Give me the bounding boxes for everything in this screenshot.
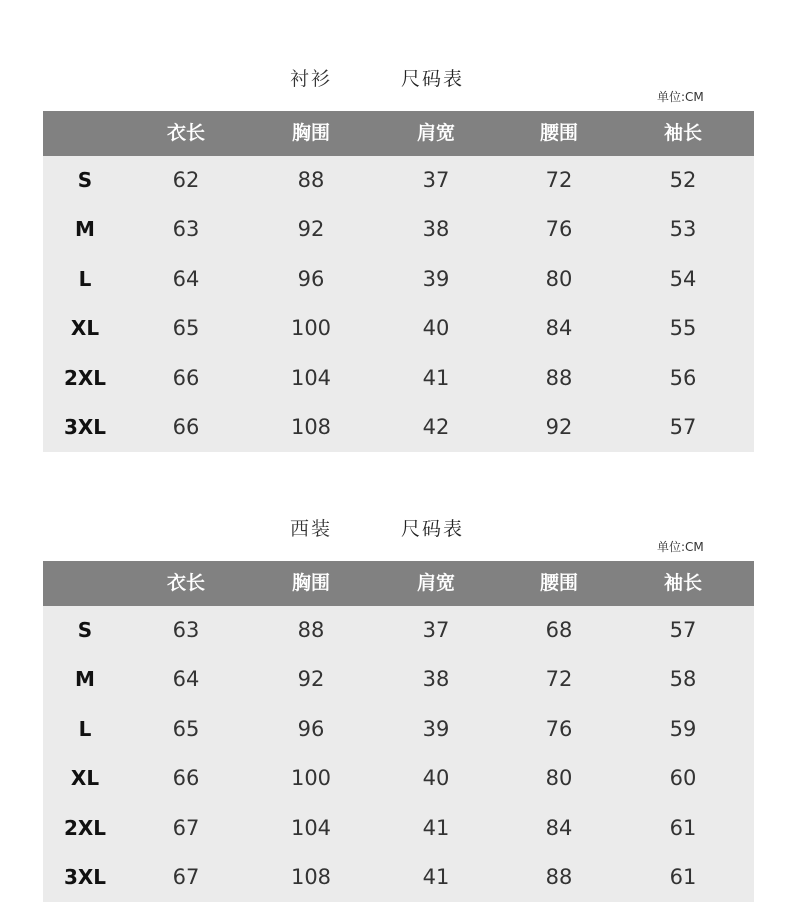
header-sleeve: 袖长 (663, 572, 702, 594)
header-length: 衣长 (166, 122, 205, 144)
header-chest: 胸围 (291, 572, 330, 594)
sleeve-cell: 56 (669, 366, 697, 390)
size-cell: XL (70, 316, 100, 340)
table-row (43, 403, 754, 452)
waist-cell: 80 (545, 766, 573, 790)
table-row (43, 606, 754, 655)
length-cell: 66 (172, 766, 200, 790)
waist-cell: 72 (545, 667, 573, 691)
header-chest: 胸围 (291, 122, 330, 144)
chest-cell: 104 (290, 816, 332, 840)
length-cell: 66 (172, 415, 200, 439)
waist-cell: 76 (545, 717, 573, 741)
size-table (43, 561, 754, 902)
length-cell: 63 (172, 217, 200, 241)
chest-cell: 104 (290, 366, 332, 390)
table-body (43, 606, 754, 902)
size-cell: 2XL (63, 366, 107, 390)
table-row (43, 853, 754, 902)
length-cell: 65 (172, 316, 200, 340)
chest-cell: 100 (290, 316, 332, 340)
sleeve-cell: 54 (669, 267, 697, 291)
chest-cell: 92 (297, 667, 325, 691)
unit-label: 单位:CM (657, 540, 704, 554)
header-shoulder: 肩宽 (416, 572, 455, 594)
table-row (43, 156, 754, 205)
waist-cell: 92 (545, 415, 573, 439)
waist-cell: 76 (545, 217, 573, 241)
sleeve-cell: 61 (669, 816, 697, 840)
header-length: 衣长 (166, 572, 205, 594)
shoulder-cell: 38 (422, 217, 450, 241)
unit-label: 单位:CM (657, 90, 704, 104)
shoulder-cell: 37 (422, 168, 450, 192)
length-cell: 63 (172, 618, 200, 642)
size-cell: S (77, 168, 93, 192)
length-cell: 62 (172, 168, 200, 192)
sleeve-cell: 55 (669, 316, 697, 340)
size-cell: M (75, 667, 95, 691)
sleeve-cell: 59 (669, 717, 697, 741)
size-chart-title: 尺码表 (401, 518, 465, 540)
size-cell: S (77, 618, 93, 642)
shoulder-cell: 42 (422, 415, 450, 439)
length-cell: 64 (172, 667, 200, 691)
sleeve-cell: 60 (669, 766, 697, 790)
chest-cell: 96 (297, 267, 325, 291)
chest-cell: 88 (297, 618, 325, 642)
table-row (43, 655, 754, 704)
waist-cell: 84 (545, 316, 573, 340)
size-table (43, 111, 754, 452)
shoulder-cell: 41 (422, 816, 450, 840)
sleeve-cell: 57 (669, 415, 697, 439)
shoulder-cell: 40 (422, 766, 450, 790)
waist-cell: 88 (545, 366, 573, 390)
table-row (43, 304, 754, 353)
garment-title: 衬衫 (290, 68, 333, 90)
size-cell: L (78, 717, 92, 741)
sleeve-cell: 58 (669, 667, 697, 691)
chest-cell: 100 (290, 766, 332, 790)
header-waist: 腰围 (539, 122, 578, 144)
chest-cell: 96 (297, 717, 325, 741)
shoulder-cell: 41 (422, 865, 450, 889)
waist-cell: 80 (545, 267, 573, 291)
sleeve-cell: 52 (669, 168, 697, 192)
sleeve-cell: 57 (669, 618, 697, 642)
header-sleeve: 袖长 (663, 122, 702, 144)
header-shoulder: 肩宽 (416, 122, 455, 144)
table-row (43, 804, 754, 853)
shoulder-cell: 38 (422, 667, 450, 691)
shoulder-cell: 39 (422, 267, 450, 291)
size-cell: L (78, 267, 92, 291)
table-row (43, 754, 754, 803)
length-cell: 66 (172, 366, 200, 390)
length-cell: 65 (172, 717, 200, 741)
size-cell: XL (70, 766, 100, 790)
table-row (43, 354, 754, 403)
length-cell: 67 (172, 865, 200, 889)
table-body (43, 156, 754, 452)
size-chart-title: 尺码表 (401, 68, 465, 90)
waist-cell: 72 (545, 168, 573, 192)
waist-cell: 84 (545, 816, 573, 840)
table-row (43, 705, 754, 754)
size-cell: 2XL (63, 816, 107, 840)
length-cell: 64 (172, 267, 200, 291)
shoulder-cell: 40 (422, 316, 450, 340)
chest-cell: 108 (290, 415, 332, 439)
sleeve-cell: 61 (669, 865, 697, 889)
waist-cell: 88 (545, 865, 573, 889)
size-cell: 3XL (63, 865, 107, 889)
garment-title: 西装 (290, 518, 333, 540)
header-waist: 腰围 (539, 572, 578, 594)
shoulder-cell: 41 (422, 366, 450, 390)
chest-cell: 92 (297, 217, 325, 241)
waist-cell: 68 (545, 618, 573, 642)
table-header (43, 561, 754, 606)
shoulder-cell: 39 (422, 717, 450, 741)
chest-cell: 108 (290, 865, 332, 889)
size-cell: 3XL (63, 415, 107, 439)
table-row (43, 255, 754, 304)
shoulder-cell: 37 (422, 618, 450, 642)
length-cell: 67 (172, 816, 200, 840)
sleeve-cell: 53 (669, 217, 697, 241)
table-row (43, 205, 754, 254)
size-cell: M (75, 217, 95, 241)
chest-cell: 88 (297, 168, 325, 192)
table-header (43, 111, 754, 156)
